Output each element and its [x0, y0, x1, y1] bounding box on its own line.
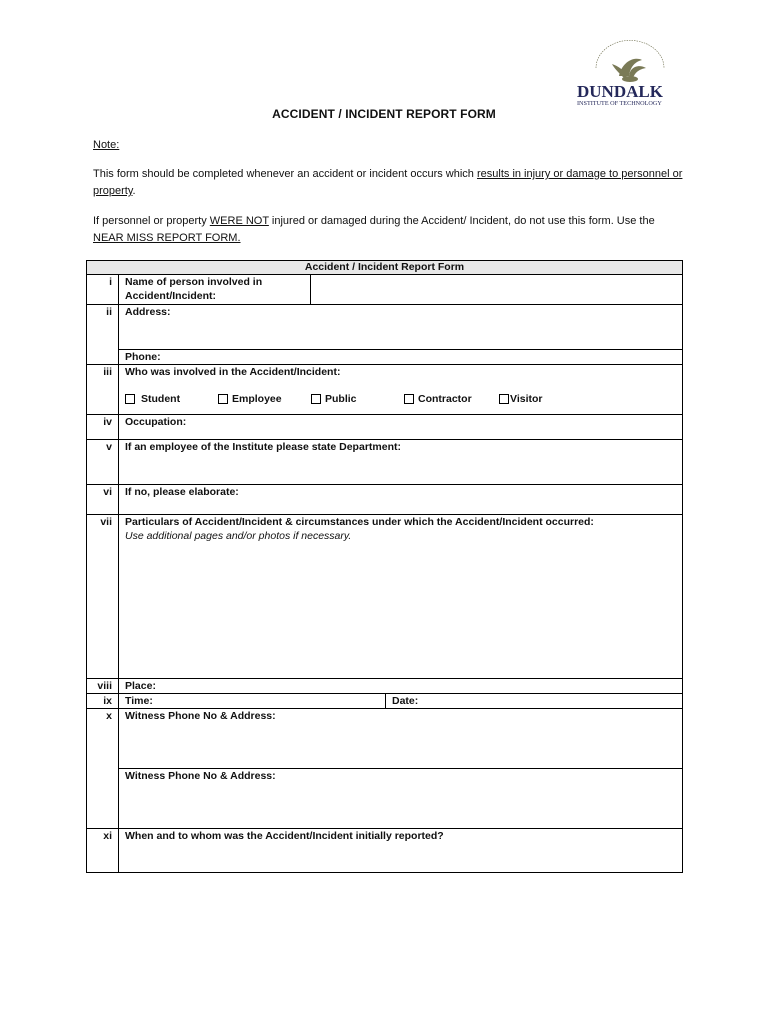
table-header: Accident / Incident Report Form — [87, 261, 683, 275]
checkbox-employee[interactable]: Employee — [218, 392, 311, 406]
report-form-table — [86, 260, 683, 873]
logo-subtitle: INSTITUTE OF TECHNOLOGY — [577, 100, 662, 107]
phone-field[interactable] — [119, 350, 683, 365]
logo-emblem-icon — [574, 38, 684, 108]
name-label: Name of person involved in Accident/Incident: — [119, 275, 311, 305]
address-field[interactable] — [119, 305, 683, 350]
checkbox-icon — [125, 394, 135, 404]
time-label: Time: — [125, 695, 153, 707]
witness-label: Witness Phone No & Address: — [125, 710, 276, 722]
witness-field-1[interactable] — [119, 709, 683, 769]
form-title: ACCIDENT / INCIDENT REPORT FORM — [272, 107, 496, 121]
checkbox-visitor[interactable]: Visitor — [499, 392, 542, 406]
checkbox-icon — [404, 394, 414, 404]
checkbox-public[interactable]: Public — [311, 392, 404, 406]
department-label: If an employee of the Institute please state Department: — [125, 441, 401, 453]
witness-label: Witness Phone No & Address: — [125, 770, 276, 782]
institute-logo — [574, 38, 684, 108]
particulars-hint: Use additional pages and/or photos if necessary. — [125, 530, 352, 542]
row-number: xi — [87, 829, 119, 873]
name-field[interactable] — [311, 275, 683, 305]
row-number: vii — [87, 515, 119, 679]
row-number: iv — [87, 415, 119, 440]
involved-label: Who was involved in the Accident/Incident: — [125, 366, 341, 378]
place-label: Place: — [125, 680, 156, 692]
checkbox-icon — [311, 394, 321, 404]
checkbox-icon — [218, 394, 228, 404]
row-number: ix — [87, 694, 119, 709]
occupation-label: Occupation: — [125, 416, 187, 428]
particulars-field[interactable] — [119, 515, 683, 679]
note-label: Note: — [93, 139, 120, 151]
involved-options — [125, 392, 676, 406]
row-number: v — [87, 440, 119, 485]
row-number: x — [87, 709, 119, 769]
place-field[interactable] — [119, 679, 683, 694]
phone-label: Phone: — [125, 351, 161, 363]
checkbox-student[interactable]: Student — [125, 392, 218, 406]
row-number: iii — [87, 365, 119, 415]
checkbox-icon — [499, 394, 509, 404]
address-label: Address: — [125, 306, 171, 318]
time-field[interactable] — [119, 694, 386, 709]
row-number: i — [87, 275, 119, 305]
row-number: ii — [87, 305, 119, 350]
near-miss-paragraph: If personnel or property WERE NOT injured or damaged during the Accident/ Incident, do not use this form. Use the NEAR MISS REPORT FORM. — [93, 215, 655, 244]
date-field[interactable] — [386, 694, 683, 709]
elaborate-field[interactable] — [119, 485, 683, 515]
row-number: vi — [87, 485, 119, 515]
logo-wordmark: DUNDALK — [577, 82, 663, 101]
particulars-label: Particulars of Accident/Incident & circumstances under which the Accident/Incident occurred: — [125, 516, 594, 528]
date-label: Date: — [392, 695, 419, 707]
witness-field-2[interactable] — [119, 769, 683, 829]
elaborate-label: If no, please elaborate: — [125, 486, 239, 498]
row-number: viii — [87, 679, 119, 694]
reported-field[interactable] — [119, 829, 683, 873]
reported-label: When and to whom was the Accident/Incident initially reported? — [125, 830, 444, 842]
department-field[interactable] — [119, 440, 683, 485]
intro-paragraph: This form should be completed whenever an accident or incident occurs which results in injury or damage to personnel or property. — [93, 168, 683, 197]
checkbox-contractor[interactable]: Contractor — [404, 392, 499, 406]
occupation-field[interactable] — [119, 415, 683, 440]
